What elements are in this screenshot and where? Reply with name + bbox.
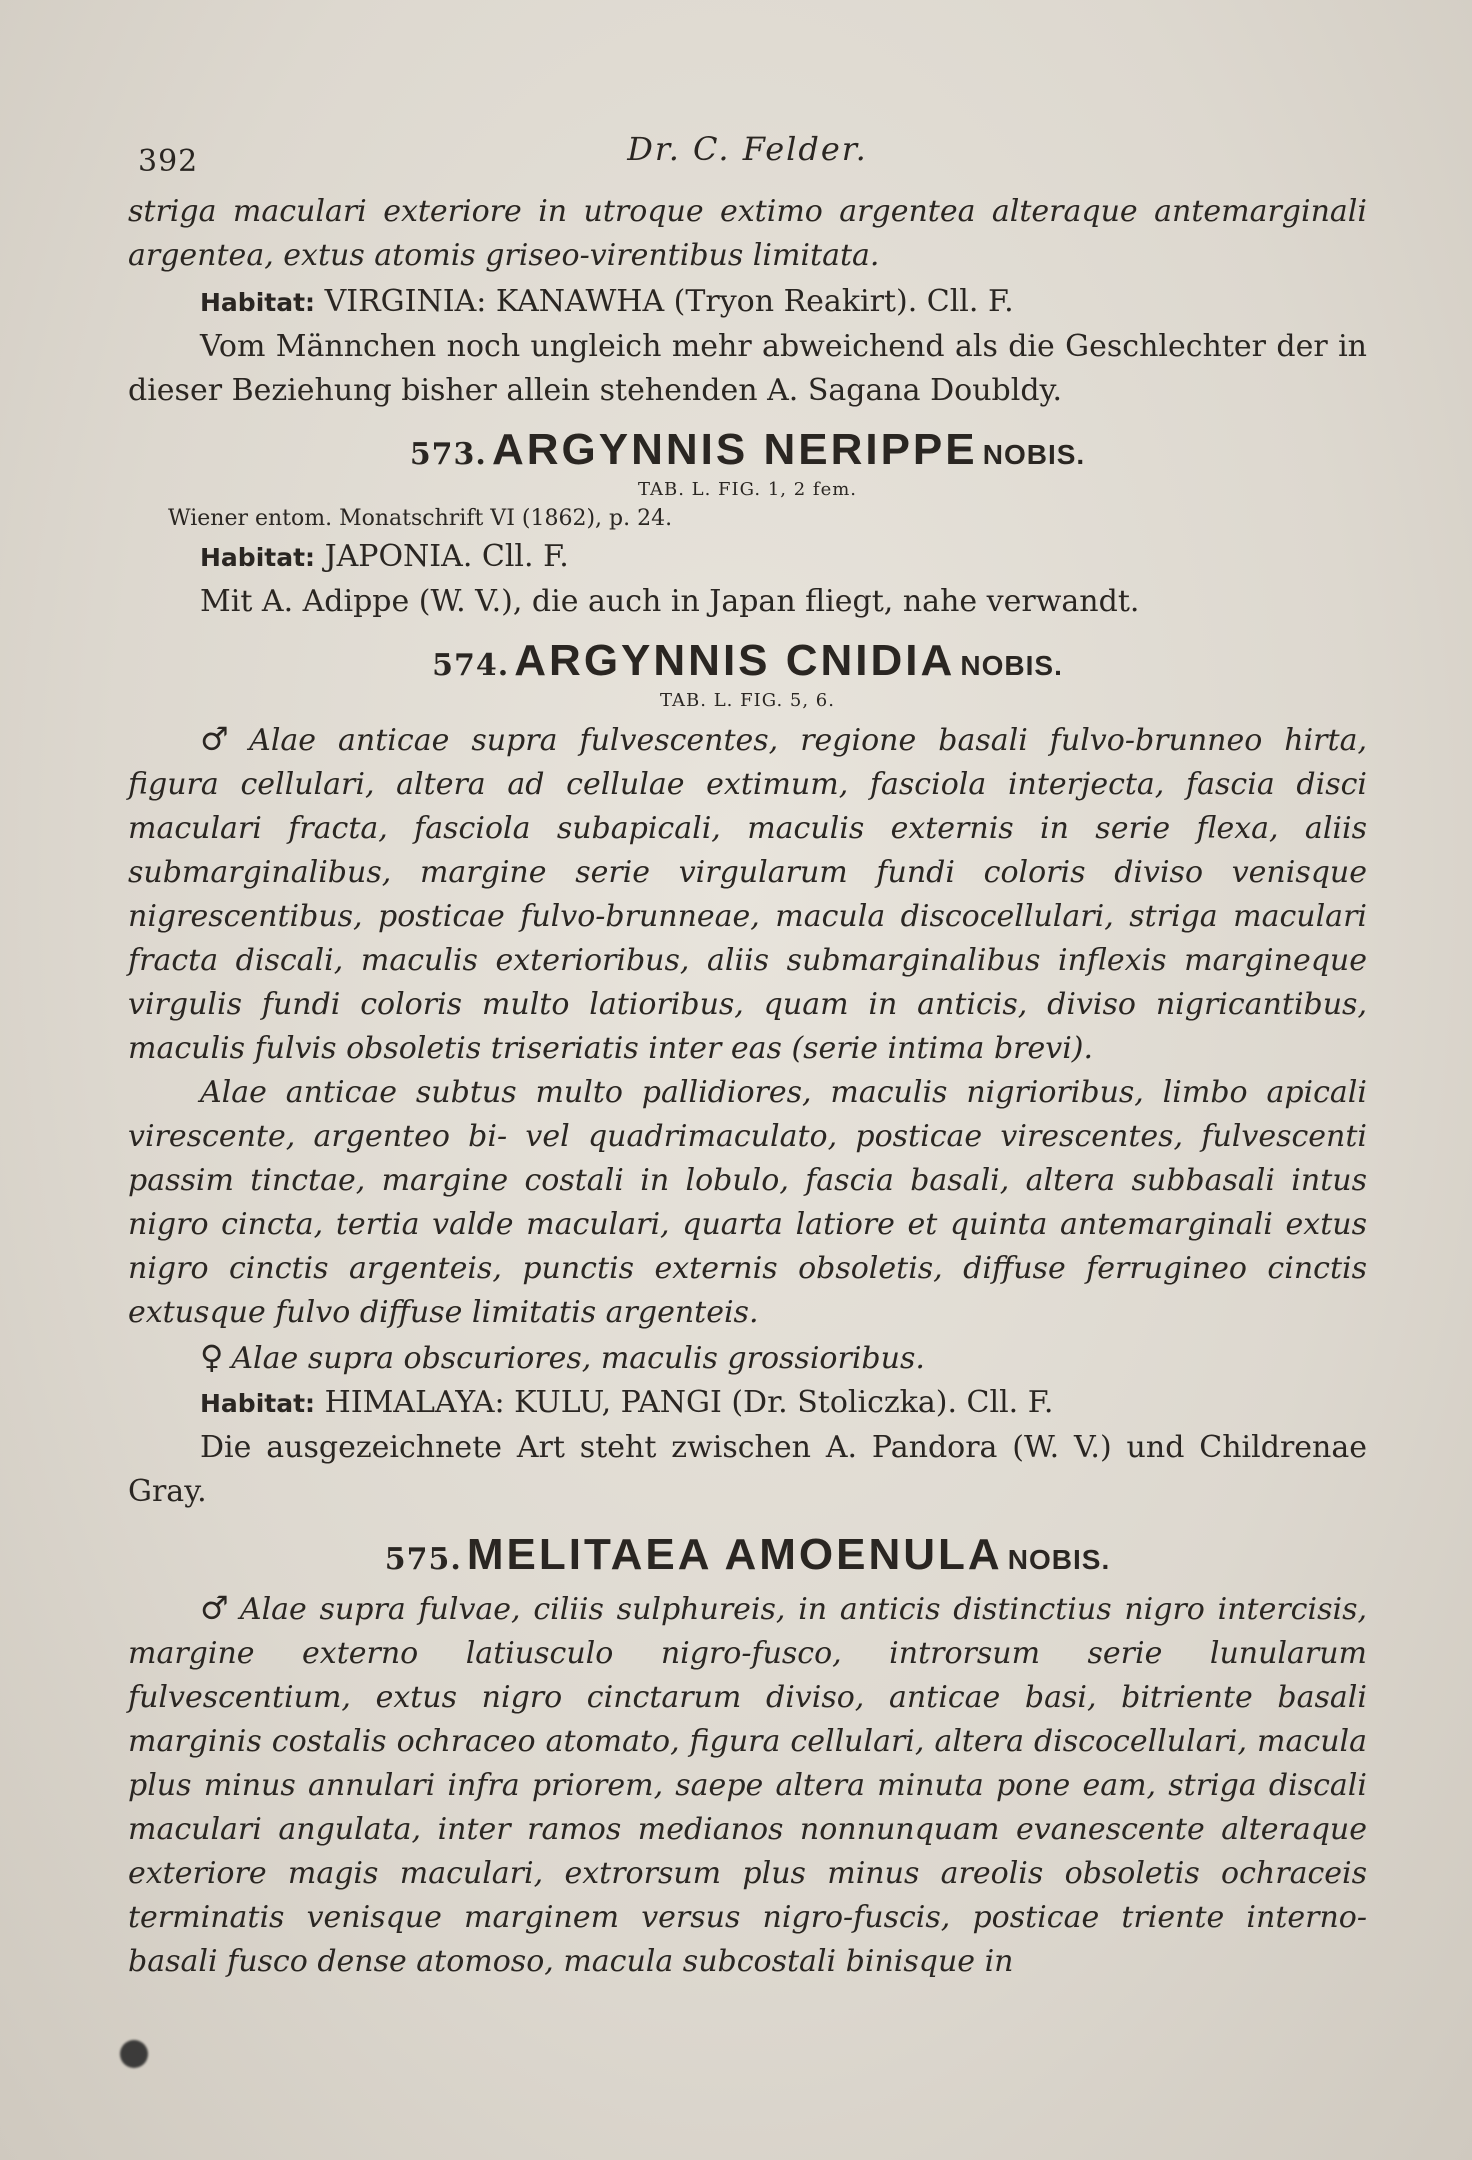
species-name: MELITAEA AMOENULA — [466, 1530, 1003, 1579]
remark-paragraph: Mit A. Adippe (W. V.), die auch in Japan fliegt, nahe verwandt. — [200, 584, 1140, 619]
male-symbol: ♂ — [200, 1589, 232, 1627]
habitat-line — [128, 535, 1367, 580]
species-number: 575. — [384, 1542, 462, 1577]
description-text: Alae supra obscuriores, maculis grossioribus. — [231, 1341, 925, 1376]
species-name: ARGYNNIS NERIPPE — [491, 425, 978, 474]
description-male-upperside — [128, 717, 1367, 1071]
remark-paragraph: Vom Männchen noch ungleich mehr abweichend als die Geschlechter der in dieser Beziehung bisher allein stehenden A. Sagana Doubldy. — [128, 329, 1367, 408]
previous-entry-continuation: striga maculari exteriore in utroque extimo argentea alteraque antemarginali argentea, extus atomis griseo-virentibus limitata. — [128, 194, 1367, 273]
description-text: Alae supra fulvae, ciliis sulphureis, in anticis distinctius nigro intercisis, margine externo latiusculo nigro-fusco, introrsum serie lunularum fulvescentium, extus nigro cinctarum diviso, anticae basi, bitriente basali marginis costalis ochraceo atomato, figura cellulari, altera discocellulari, macula plus minus annulari infra priorem, saepe altera minuta pone eam, striga discali maculari angulata, inter ramos medianos nonnunquam evanescente alteraque exteriore magis maculari, extrorsum plus minus areolis obsoletis ochraceis terminatis venisque marginem versus nigro-fuscis, posticae triente interno-basali fusco dense atomoso, macula subcostali binisque in — [128, 1592, 1367, 1979]
habitat-line — [128, 1381, 1367, 1426]
habitat-line — [128, 280, 1367, 325]
male-symbol: ♂ — [200, 720, 242, 758]
description-male-upperside — [128, 1586, 1367, 1984]
species-author: NOBIS. — [982, 439, 1086, 470]
female-symbol: ♀ — [200, 1338, 224, 1376]
species-number: 573. — [409, 437, 487, 472]
species-number: 574. — [432, 648, 510, 683]
running-head: Dr. C. Felder. — [627, 130, 868, 168]
habitat-label: Habitat: — [200, 543, 316, 572]
plate-reference: TAB. L. FIG. 5, 6. — [660, 690, 835, 711]
species-name: ARGYNNIS CNIDIA — [514, 636, 956, 685]
species-author: NOBIS. — [1007, 1544, 1111, 1575]
species-heading-575 — [128, 1530, 1367, 1580]
description-female — [128, 1335, 1367, 1381]
species-heading-574 — [128, 636, 1367, 686]
plate-reference: TAB. L. FIG. 1, 2 fem. — [637, 479, 858, 500]
species-author: NOBIS. — [960, 650, 1063, 681]
species-heading-573 — [128, 425, 1367, 475]
habitat-text: HIMALAYA: KULU, PANGI (Dr. Stoliczka). Cll. F. — [324, 1385, 1054, 1420]
page-number: 392 — [138, 144, 199, 179]
page-header — [128, 130, 1367, 190]
habitat-text: VIRGINIA: KANAWHA (Tryon Reakirt). Cll. F. — [324, 284, 1014, 319]
habitat-label: Habitat: — [200, 1389, 316, 1418]
description-text: Alae anticae supra fulvescentes, regione basali fulvo-brunneo hirta, figura cellulari, altera ad cellulae extimum, fasciola interjecta, fascia disci maculari fracta, fasciola subapicali, maculis externis in serie flexa, aliis submarginalibus, margine serie virgularum fundi coloris diviso venisque nigrescentibus, posticae fulvo-brunneae, macula discocellulari, striga maculari fracta discali, maculis exterioribus, aliis submarginalibus inflexis margineque virgulis fundi coloris multo latioribus, quam in anticis, diviso nigricantibus, maculis fulvis obsoletis triseriatis inter eas (serie intima brevi). — [128, 723, 1368, 1066]
ink-spot — [120, 2040, 148, 2068]
description-underside: Alae anticae subtus multo pallidiores, maculis nigrioribus, limbo apicali virescente, argenteo bi- vel quadrimaculato, posticae virescentes, fulvescenti passim tinctae, margine costali in lobulo, fascia basali, altera subbasali intus nigro cincta, tertia valde maculari, quarta latiore et quinta antemarginali extus nigro cinctis argenteis, punctis externis obsoletis, diffuse ferrugineo cinctis extusque fulvo diffuse limitatis argenteis. — [128, 1075, 1367, 1330]
habitat-text: JAPONIA. Cll. F. — [324, 539, 569, 574]
habitat-label: Habitat: — [200, 288, 316, 317]
remark-paragraph: Die ausgezeichnete Art steht zwischen A. Pandora (W. V.) und Childrenae Gray. — [128, 1430, 1367, 1509]
literature-citation: Wiener entom. Monatschrift VI (1862), p. 24. — [168, 506, 673, 531]
